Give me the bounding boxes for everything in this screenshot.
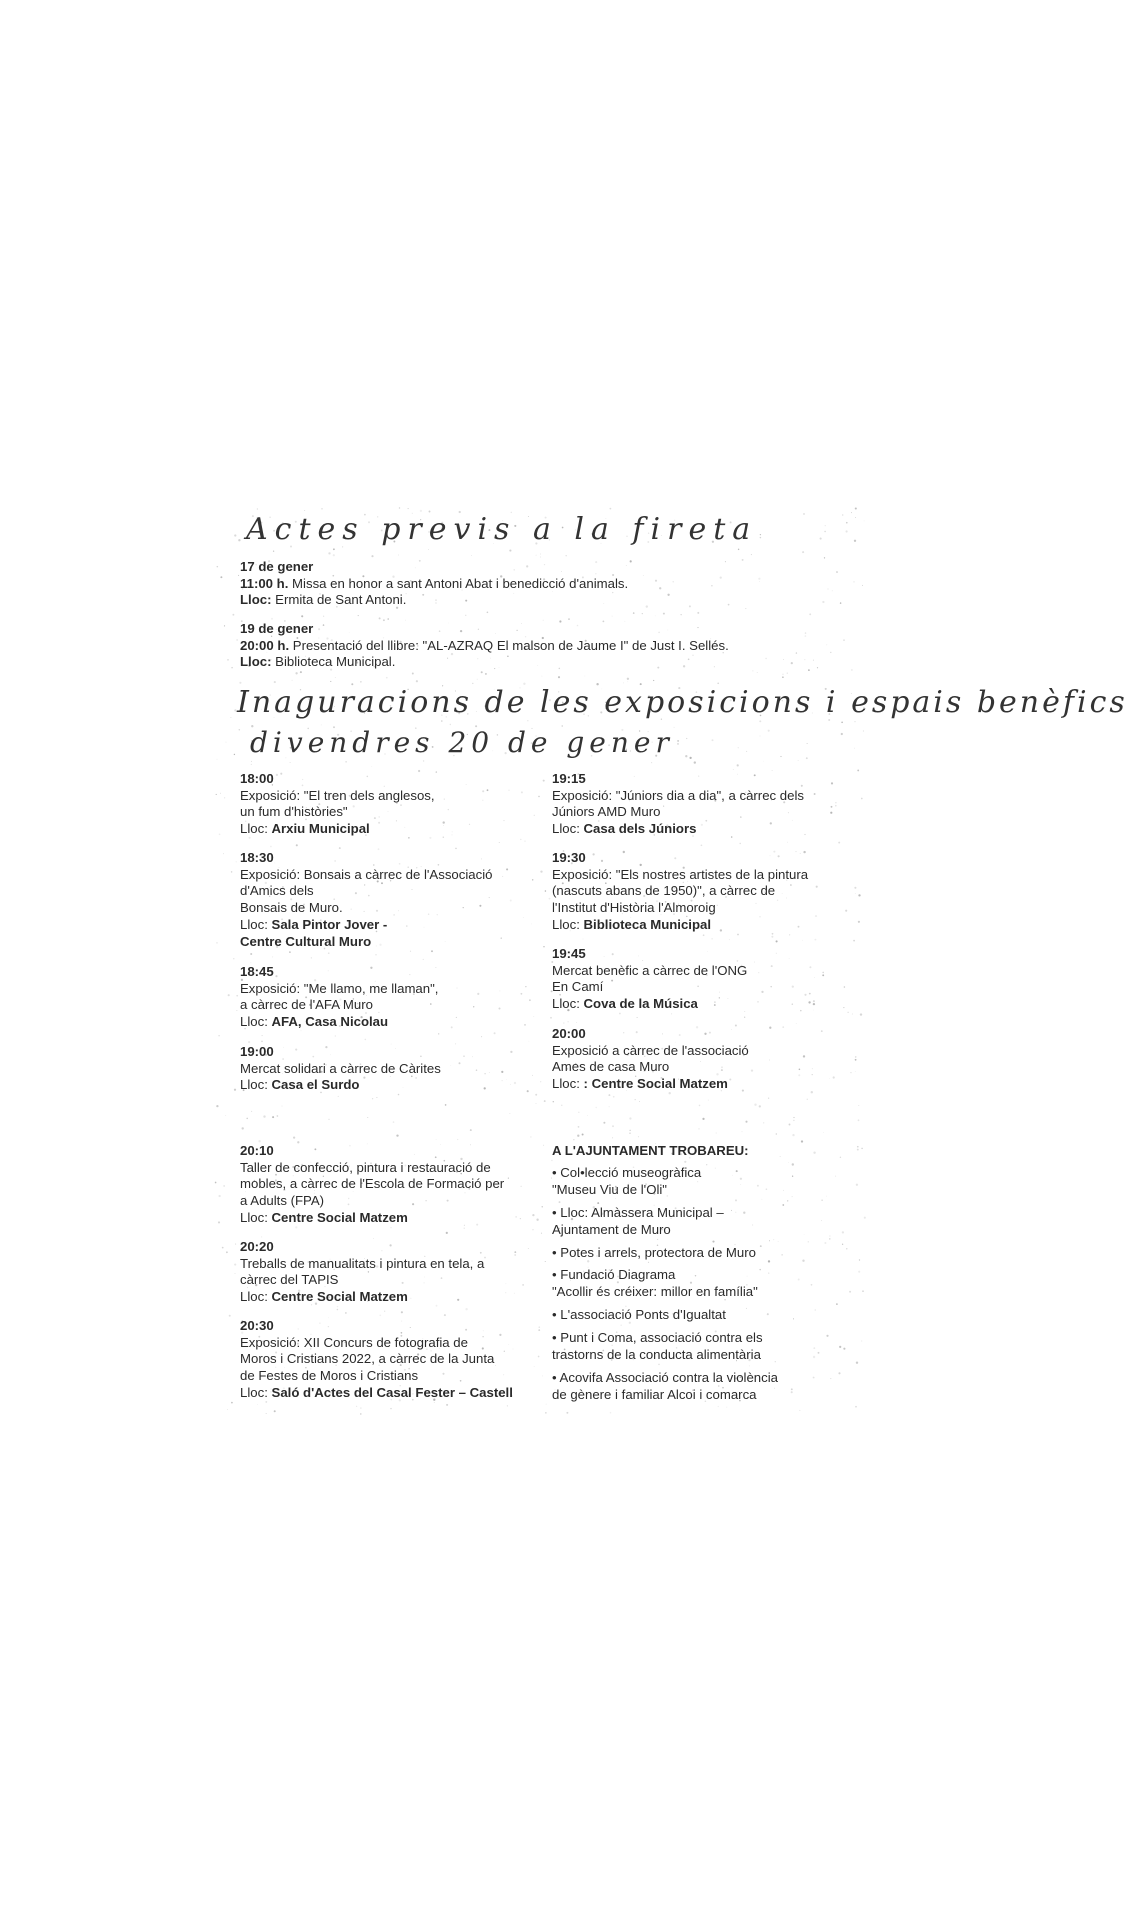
event-time: 19:15 — [552, 771, 586, 786]
event-17-january — [240, 559, 800, 609]
event-line: Exposició: "Júniors dia a dia", a càrrec dels — [552, 787, 804, 803]
event-place: Lloc: Cova de la Música — [552, 996, 698, 1012]
city-hall-heading — [552, 1143, 852, 1160]
event-1800 — [240, 771, 540, 838]
event-line: càrrec del TAPIS — [240, 1272, 339, 1288]
event-line: mobles, a càrrec de l'Escola de Formació per — [240, 1176, 505, 1192]
event-line: Ames de casa Muro — [552, 1059, 670, 1075]
event-1900 — [240, 1044, 540, 1094]
section-title-previous-acts: Actes previs a la fireta — [246, 512, 758, 547]
event-place: Lloc: AFA, Casa Nicolau — [240, 1014, 389, 1030]
event-2010 — [240, 1143, 540, 1227]
city-hall-item: • Lloc: Almàssera Municipal – Ajuntament de Muro — [552, 1205, 724, 1237]
event-1945 — [552, 946, 852, 1013]
program-sheet — [215, 508, 1128, 1415]
event-19-january — [240, 621, 800, 671]
event-line: l'Institut d'Història l'Almoroig — [552, 900, 716, 916]
event-line: Treballs de manualitats i pintura en tela, a — [240, 1255, 485, 1271]
event-2000 — [552, 1026, 852, 1093]
event-line: Exposició: XII Concurs de fotografia de — [240, 1334, 468, 1350]
event-line: Mercat solidari a càrrec de Càrites — [240, 1060, 441, 1076]
event-place: Lloc: : Centre Social Matzem — [552, 1076, 728, 1092]
event-place-continued: Centre Cultural Muro — [240, 933, 372, 949]
event-1915 — [552, 771, 852, 838]
event-line: un fum d'històries" — [240, 804, 348, 820]
event-2030 — [240, 1318, 540, 1402]
event-line: Exposició: "El tren dels anglesos, — [240, 787, 435, 803]
city-hall-item: • Potes i arrels, protectora de Muro — [552, 1245, 756, 1260]
event-time: 18:00 — [240, 771, 274, 786]
event-1930 — [552, 850, 852, 934]
event-line: Júniors AMD Muro — [552, 804, 661, 820]
city-hall-item: • Acovifa Associació contra la violència de gènere i familiar Alcoi i comarca — [552, 1370, 778, 1402]
event-place: Lloc: Centre Social Matzem — [240, 1209, 408, 1225]
city-hall-item: • L'associació Ponts d'Igualtat — [552, 1307, 726, 1322]
event-place: Lloc: Arxiu Municipal — [240, 821, 370, 837]
event-date: 17 de gener — [240, 559, 314, 574]
event-time: 18:30 — [240, 850, 274, 865]
event-place: Lloc: Casa el Surdo — [240, 1077, 360, 1093]
event-time: 19:45 — [552, 946, 586, 961]
event-line: Exposició a càrrec de l'associació — [552, 1042, 749, 1058]
event-line: En Camí — [552, 979, 604, 995]
event-time: 20:00 — [552, 1026, 586, 1041]
event-line: Mercat benèfic a càrrec de l'ONG — [552, 962, 748, 978]
city-hall-item: • Punt i Coma, associació contra els trastorns de la conducta alimentària — [552, 1330, 763, 1362]
event-line: Bonsais de Muro. — [240, 900, 343, 916]
city-hall-title: A L'AJUNTAMENT TROBAREU: — [552, 1143, 749, 1158]
program-content — [215, 508, 1128, 1415]
event-time: 19:00 — [240, 1044, 274, 1059]
event-description: 11:00 h. Missa en honor a sant Antoni Abat i benedicció d'animals. — [240, 575, 629, 591]
section-title-inaugurations: Inaguracions de les exposicions i espais benèfics — [237, 685, 1128, 720]
event-line: Taller de confecció, pintura i restauració de — [240, 1159, 491, 1175]
section-subtitle-date: divendres 20 de gener — [250, 726, 674, 759]
event-time: 19:30 — [552, 850, 586, 865]
event-line: (nascuts abans de 1950)", a càrrec de — [552, 883, 776, 899]
event-line: Exposició: "Me llamo, me llaman", — [240, 980, 439, 996]
event-place: Lloc: Centre Social Matzem — [240, 1289, 408, 1305]
event-time: 20:30 — [240, 1318, 274, 1333]
event-line: Exposició: Bonsais a càrrec de l'Associació — [240, 866, 493, 882]
event-place: Lloc: Saló d'Actes del Casal Fester – Castell — [240, 1384, 513, 1400]
event-place: Lloc: Sala Pintor Jover - — [240, 916, 388, 932]
event-time: 18:45 — [240, 964, 274, 979]
event-1845 — [240, 964, 540, 1031]
event-line: Moros i Cristians 2022, a càrrec de la Junta — [240, 1351, 495, 1367]
city-hall-item: • Col•lecció museogràfica "Museu Viu de l'Oli" — [552, 1165, 702, 1197]
event-place: Lloc: Biblioteca Municipal. — [240, 654, 396, 670]
event-time: 20:10 — [240, 1143, 274, 1158]
event-line: Exposició: "Els nostres artistes de la pintura — [552, 866, 809, 882]
event-place: Lloc: Ermita de Sant Antoni. — [240, 592, 407, 608]
event-place: Lloc: Casa dels Júniors — [552, 821, 697, 837]
event-description: 20:00 h. Presentació del llibre: "AL-AZRAQ El malson de Jaume I" de Just I. Sellés. — [240, 637, 729, 653]
event-date: 19 de gener — [240, 621, 314, 636]
event-line: d'Amics dels — [240, 883, 314, 899]
event-place: Lloc: Biblioteca Municipal — [552, 916, 712, 932]
event-line: de Festes de Moros i Cristians — [240, 1368, 419, 1384]
event-time: 20:20 — [240, 1239, 274, 1254]
event-line: a Adults (FPA) — [240, 1193, 325, 1209]
event-2020 — [240, 1239, 540, 1306]
event-line: a càrrec de l'AFA Muro — [240, 997, 373, 1013]
city-hall-item: • Fundació Diagrama "Acollir és créixer: millor en família" — [552, 1267, 758, 1299]
event-1830 — [240, 850, 540, 950]
